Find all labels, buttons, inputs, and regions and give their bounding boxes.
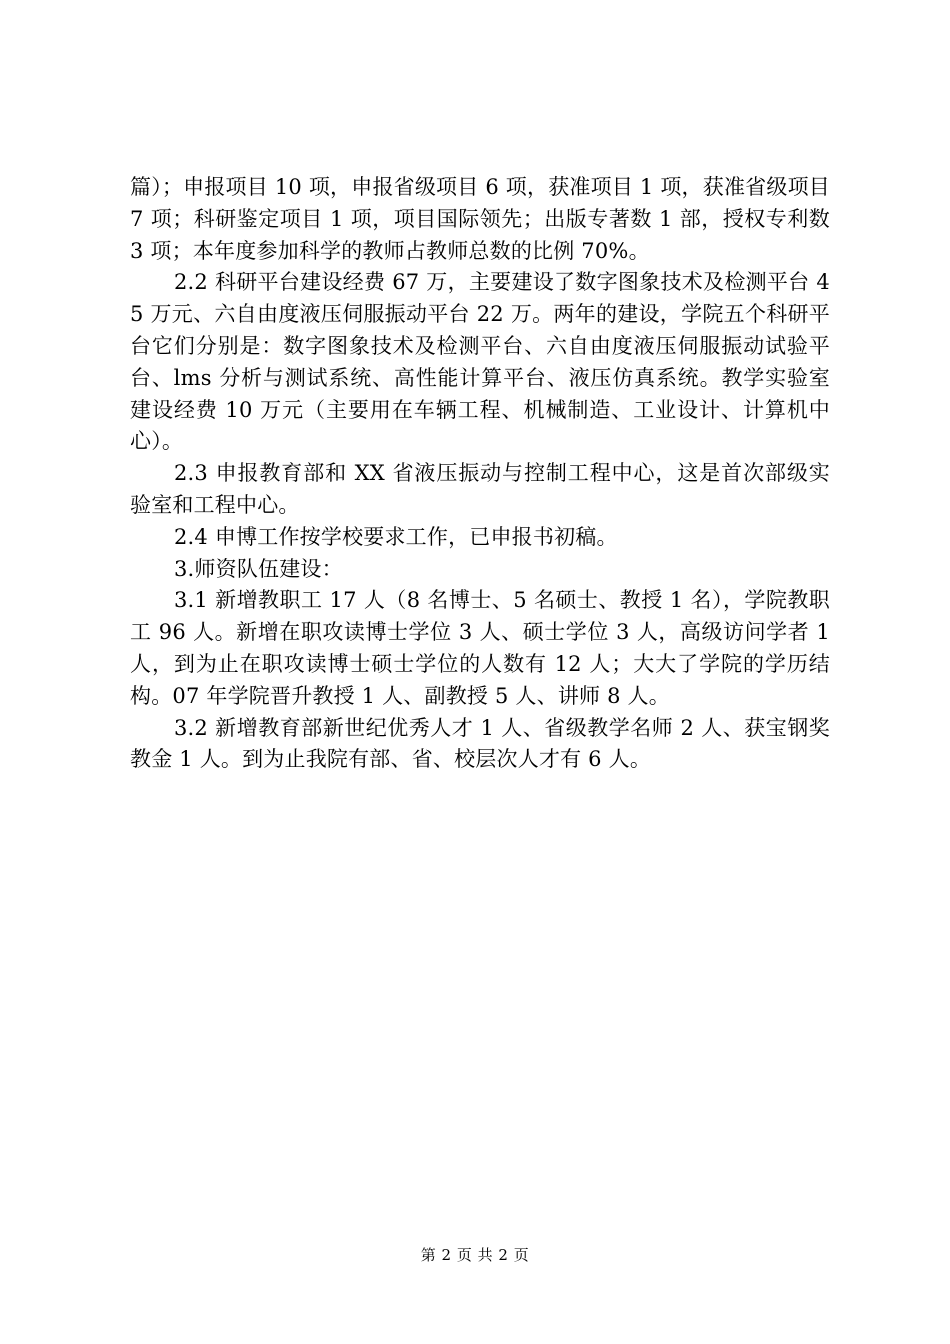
section-heading-faculty-building: 3.师资队伍建设： bbox=[174, 556, 343, 581]
document-body bbox=[130, 172, 830, 776]
paragraph-3-1-new-staff: 3.1 新增教职工 17 人（8 名博士、5 名硕士、教授 1 名），学院教职工 96 人。新增在职攻读博士学位 3 人、硕士学位 3 人，高级访问学者 1 人，到为止在职攻读博士硕士学位的人数有 12 人；大大了学院的学历结构。07 年学院晋升教授 1 人、副教授 5 人、讲师 8 人。 bbox=[130, 588, 830, 708]
paragraph-2-4-doctoral-application: 2.4 申博工作按学校要求工作，已申报书初稿。 bbox=[174, 524, 618, 549]
page-number-footer: 第 2 页 共 2 页 bbox=[420, 1246, 530, 1264]
paragraph-2-3-engineering-center: 2.3 申报教育部和 XX 省液压振动与控制工程中心，这是首次部级实验室和工程中心。 bbox=[130, 461, 830, 517]
paragraph-continuation: 篇）；申报项目 10 项，申报省级项目 6 项，获准项目 1 项，获准省级项目 7 项；科研鉴定项目 1 项，项目国际领先；出版专著数 1 部，授权专利数 3 项；本年度参加科学的教师占教师总数的比例 70%。 bbox=[130, 175, 830, 263]
paragraph-2-2-research-platform: 2.2 科研平台建设经费 67 万，主要建设了数字图象技术及检测平台 45 万元、六自由度液压伺服振动平台 22 万。两年的建设，学院五个科研平台它们分别是：数字图象技术及检测平台、六自由度液压伺服振动试验平台、lms 分析与测试系统、高性能计算平台、液压仿真系统。教学实验室建设经费 10 万元（主要用在车辆工程、机械制造、工业设计、计算机中心）。 bbox=[130, 270, 830, 454]
paragraph-3-2-talents: 3.2 新增教育部新世纪优秀人才 1 人、省级教学名师 2 人、获宝钢奖教金 1 人。到为止我院有部、省、校层次人才有 6 人。 bbox=[130, 715, 830, 772]
